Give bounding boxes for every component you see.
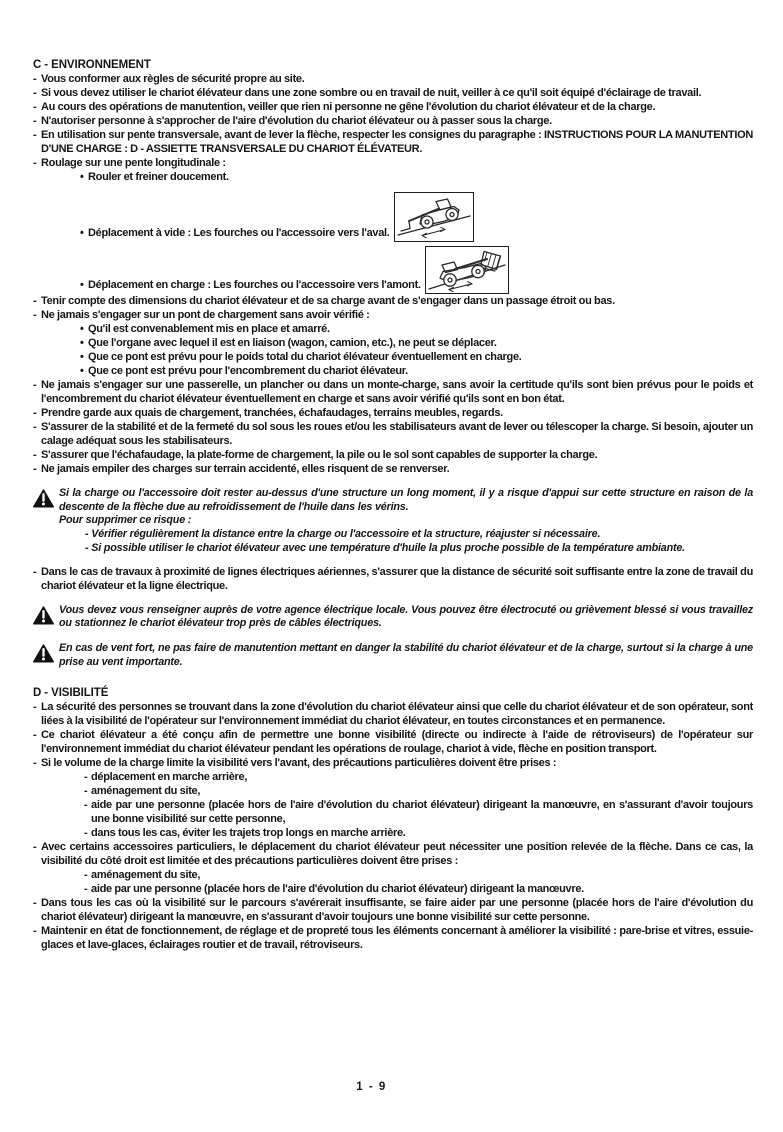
section-visibility	[33, 686, 753, 952]
item-text: Avec certains accessoires particuliers, le déplacement du chariot élévateur peut nécessiter une position relevée de la flèche. Dans ce cas, la visibilité du côté droit est limitée et des précautions particulières doivent être prises :	[41, 841, 753, 868]
section-c-heading: C - ENVIRONNEMENT	[33, 59, 151, 71]
dash-marker: -	[33, 565, 37, 578]
item-text: Que ce pont est prévu pour l'encombrement du chariot élévateur.	[88, 365, 408, 377]
dash-marker: -	[33, 115, 37, 127]
section-environment	[33, 58, 753, 669]
bullet-marker: •	[80, 279, 84, 291]
list-item	[33, 170, 753, 184]
item-text: aménagement du site,	[91, 869, 201, 882]
dash-marker: -	[33, 925, 37, 938]
illustrated-item	[33, 192, 753, 242]
item-text: La sécurité des personnes se trouvant dans la zone d'évolution du chariot élévateur ainsi que celle du chariot élévateur et de son opérateur, sont liées à la visibilité de l'opérateur sur l'environnement immédiat du chariot élévateur, en toutes circonstances et en permanence.	[41, 701, 753, 728]
list-item	[33, 462, 753, 476]
dash-marker: -	[33, 729, 37, 742]
item-text: Déplacement en charge : Les fourches ou l'accessoire vers l'amont.	[88, 279, 421, 291]
dash-marker: -	[33, 309, 37, 321]
warning-text	[59, 604, 753, 631]
section-d-items	[33, 700, 753, 952]
dash-marker: -	[33, 701, 37, 714]
item-text: N'autoriser personne à s'approcher de l'aire d'évolution du chariot élévateur ou à passer sous la charge.	[41, 115, 552, 127]
list-item	[33, 294, 753, 308]
warning-line: Vous devez vous renseigner auprès de votre agence électrique locale. Vous pouvez être électrocuté ou grièvement blessé si vous travaillez ou stationnez le chariot élévateur trop près de câbles électriques.	[59, 603, 753, 630]
dash-marker: -	[33, 129, 37, 141]
list-item	[33, 226, 390, 240]
illustrated-item	[33, 246, 753, 294]
bullet-marker: •	[80, 323, 84, 335]
dash-marker: -	[33, 421, 37, 433]
list-item	[33, 156, 753, 170]
item-text: Tenir compte des dimensions du chariot élévateur et de sa charge avant de s'engager dans un passage étroit ou bas.	[41, 295, 615, 307]
warning-line: En cas de vent fort, ne pas faire de manutention mettant en danger la stabilité du chariot élévateur et de la charge, surtout si la charge à une prise au vent importante.	[59, 641, 753, 668]
item-text: déplacement en marche arrière,	[91, 771, 248, 784]
item-text: Prendre garde aux quais de chargement, tranchées, échafaudages, terrains meubles, regards.	[41, 407, 503, 419]
dash-marker: -	[33, 87, 37, 99]
item-text: Dans tous les cas où la visibilité sur le parcours s'avérerait insuffisante, se faire aider par une personne (placée hors de l'aire d'évolution du chariot élévateur) dirigeant la manœuvre, en s'assurant d'avoir toujours une bonne visibilité sur cette personne.	[41, 897, 753, 924]
item-text: Déplacement à vide : Les fourches ou l'accessoire vers l'aval.	[88, 227, 390, 239]
list-item	[33, 322, 753, 336]
dash-marker: -	[33, 897, 37, 910]
list-item	[33, 882, 753, 896]
list-item	[33, 826, 753, 840]
list-item	[33, 114, 753, 128]
dash-marker: -	[84, 785, 88, 798]
dash-marker: -	[33, 157, 37, 169]
list-item	[33, 565, 753, 593]
warning-line: - Si possible utiliser le chariot élévateur avec une température d'huile la plus proche possible de la température ambiante.	[85, 541, 685, 554]
dash-marker: -	[33, 295, 37, 307]
forklift-uphill-loaded-illustration	[425, 246, 509, 294]
item-text: Si vous devez utiliser le chariot élévateur dans une zone sombre ou en travail de nuit, veiller à ce qu'il soit équipé d'éclairage de travail.	[41, 87, 702, 99]
dash-marker: -	[84, 827, 88, 840]
list-item	[33, 784, 753, 798]
dash-marker: -	[84, 771, 88, 784]
warning-line: - Vérifier régulièrement la distance entre la charge ou l'accessoire et la structure, réajuster si nécessaire.	[85, 528, 601, 541]
bullet-marker: •	[80, 351, 84, 363]
item-text: aide par une personne (placée hors de l'aire d'évolution du chariot élévateur) dirigeant la manœuvre, en s'assurant d'avoir toujours une bonne visibilité sur cette personne,	[91, 799, 753, 826]
list-item	[33, 128, 753, 156]
list-item	[33, 896, 753, 924]
list-item	[33, 420, 753, 448]
list-item	[33, 378, 753, 406]
list-item	[33, 86, 753, 100]
item-text: S'assurer que l'échafaudage, la plate-forme de chargement, la pile ou le sol sont capables de supporter la charge.	[41, 449, 598, 461]
item-text: En utilisation sur pente transversale, avant de lever la flèche, respecter les consignes du paragraphe : INSTRUCTIONS POUR LA MANUTENTION D'UNE CHARGE : D - ASSIETTE TRANSVERSALE DU CHARIOT ÉLÉVATEUR.	[41, 129, 753, 155]
dash-marker: -	[84, 869, 88, 882]
warning-text	[59, 487, 753, 556]
item-text: aménagement du site,	[91, 785, 201, 798]
list-item	[33, 72, 753, 86]
forklift-downhill-empty-illustration	[394, 192, 474, 242]
dash-marker: -	[84, 799, 88, 812]
list-item	[33, 100, 753, 114]
item-text: Qu'il est convenablement mis en place et amarré.	[88, 323, 330, 335]
dash-marker: -	[33, 841, 37, 854]
list-item	[33, 756, 753, 770]
list-item	[33, 308, 753, 322]
warning-triangle-icon	[33, 487, 59, 556]
list-item	[33, 448, 753, 462]
item-text: Ce chariot élévateur a été conçu afin de permettre une bonne visibilité (directe ou indirecte à l'aide de rétroviseurs) de l'opérateur sur l'environnement immédiat du chariot élévateur pendant les opérations de roulage, chariot à vide, flèche en position transport.	[41, 729, 753, 756]
item-text: Roulage sur une pente longitudinale :	[41, 157, 226, 169]
list-item	[33, 350, 753, 364]
item-text: Au cours des opérations de manutention, veiller que rien ni personne ne gêne l'évolution du chariot élévateur et de la charge.	[41, 101, 656, 113]
list-item	[33, 364, 753, 378]
list-item	[33, 868, 753, 882]
item-text: Maintenir en état de fonctionnement, de réglage et de propreté tous les éléments concernant à améliorer la visibilité : pare-brise et vitres, essuie-glaces et lave-glaces, éclairages routier et de travail, rétroviseurs.	[41, 925, 753, 952]
page-footer	[0, 1081, 743, 1093]
item-text: Ne jamais s'engager sur une passerelle, un plancher ou dans un monte-charge, sans avoir la certitude qu'ils sont bien prévus pour le poids et l'encombrement du chariot élévateur éventuellement en charge et sans avoir vérifié qu'ils sont en bon état.	[41, 379, 753, 405]
bullet-marker: •	[80, 337, 84, 349]
dash-marker: -	[33, 449, 37, 461]
item-text: aide par une personne (placée hors de l'aire d'évolution du chariot élévateur) dirigeant la manœuvre.	[91, 883, 584, 896]
warning-line: Si la charge ou l'accessoire doit rester au-dessus d'une structure un long moment, il y a risque d'appui sur cette structure en raison de la descente de la flèche due au refroidissement de l'huile dans les vérins.	[59, 487, 753, 513]
item-text: Si le volume de la charge limite la visibilité vers l'avant, des précautions particulières doivent être prises :	[41, 757, 557, 770]
section-c-items	[33, 72, 753, 669]
page-body	[33, 58, 753, 952]
list-item	[33, 278, 421, 292]
section-d-heading: D - VISIBILITÉ	[33, 687, 109, 700]
dash-marker: -	[33, 407, 37, 419]
list-item	[33, 336, 753, 350]
warning-text	[59, 642, 753, 669]
item-text: Rouler et freiner doucement.	[88, 171, 229, 183]
dash-marker: -	[33, 73, 37, 85]
item-text: Que ce pont est prévu pour le poids total du chariot élévateur éventuellement en charge.	[88, 351, 522, 363]
list-item	[33, 798, 753, 826]
item-text: Ne jamais s'engager sur un pont de chargement sans avoir vérifié :	[41, 309, 370, 321]
list-item	[33, 728, 753, 756]
item-text: Que l'organe avec lequel il est en liaison (wagon, camion, etc.), ne peut se déplacer.	[88, 337, 497, 349]
warning-line: Pour supprimer ce risque :	[59, 514, 192, 527]
list-item	[33, 700, 753, 728]
dash-marker: -	[33, 379, 37, 391]
list-item	[33, 770, 753, 784]
item-text: Dans le cas de travaux à proximité de lignes électriques aériennes, s'assurer que la distance de sécurité soit suffisante entre la zone de travail du chariot élévateur et la ligne électrique.	[41, 565, 753, 592]
warning-triangle-icon	[33, 642, 59, 669]
item-text: dans tous les cas, éviter les trajets trop longs en marche arrière.	[91, 827, 406, 840]
warning-note	[33, 604, 753, 631]
item-text: Ne jamais empiler des charges sur terrain accidenté, elles risquent de se renverser.	[41, 463, 450, 475]
warning-note	[33, 642, 753, 669]
dash-marker: -	[33, 463, 37, 475]
list-item	[33, 406, 753, 420]
list-item	[33, 840, 753, 868]
warning-note	[33, 487, 753, 556]
dash-marker: -	[33, 757, 37, 770]
list-item	[33, 924, 753, 952]
dash-marker: -	[33, 101, 37, 113]
item-text: S'assurer de la stabilité et de la fermeté du sol sous les roues et/ou les stabilisateurs avant de lever ou télescoper la charge. Si besoin, ajouter un calage adéquat sous les stabilisateurs.	[41, 421, 753, 447]
bullet-marker: •	[80, 171, 84, 183]
bullet-marker: •	[80, 365, 84, 377]
item-text: Vous conformer aux règles de sécurité propre au site.	[41, 73, 305, 85]
dash-marker: -	[84, 883, 88, 896]
bullet-marker: •	[80, 227, 84, 239]
warning-triangle-icon	[33, 604, 59, 631]
page-number: 1 - 9	[356, 1081, 387, 1093]
